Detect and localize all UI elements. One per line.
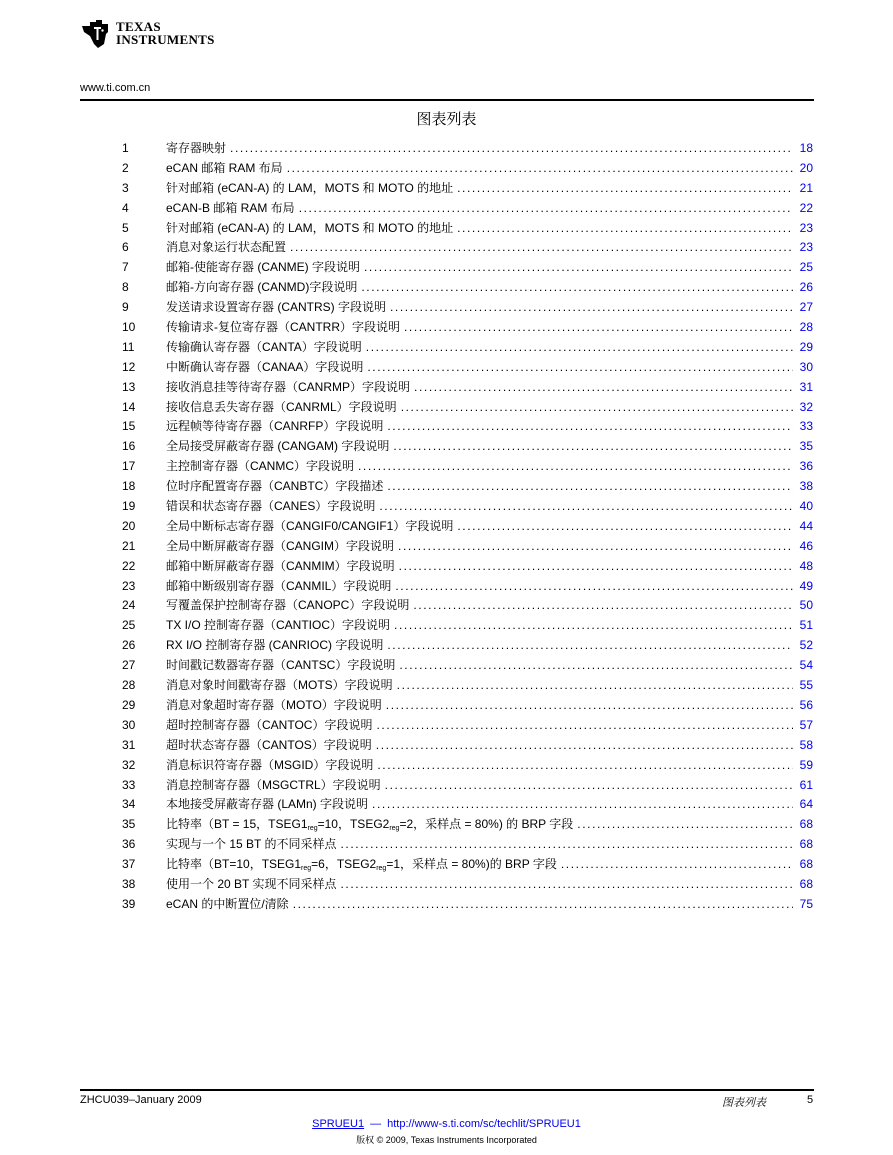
- figure-title[interactable]: RX I/O 控制寄存器 (CANRIOC) 字段说明: [166, 638, 384, 653]
- figure-entry[interactable]: [0, 736, 893, 756]
- figure-line: [166, 199, 813, 219]
- figure-title[interactable]: [166, 855, 557, 875]
- figure-page-link[interactable]: 48: [799, 558, 813, 573]
- dot-leader: [390, 298, 793, 318]
- figure-title[interactable]: 针对邮箱 (eCAN-A) 的 LAM，MOTS 和 MOTO 的地址: [166, 180, 454, 195]
- figure-page-link[interactable]: 40: [799, 499, 813, 514]
- figure-line: [166, 437, 813, 457]
- figure-title[interactable]: eCAN-B 邮箱 RAM 布局: [166, 200, 295, 215]
- list-of-figures: [0, 139, 893, 915]
- figure-page-link[interactable]: 52: [799, 638, 813, 653]
- figure-number: 28: [122, 678, 136, 693]
- figure-title-subscript: reg: [376, 865, 387, 873]
- figure-title[interactable]: 邮箱中断级别寄存器（CANMIL）字段说明: [166, 578, 392, 593]
- figure-line: [166, 676, 813, 696]
- dot-leader: [457, 517, 793, 537]
- figure-entry[interactable]: [0, 417, 893, 437]
- figure-number: 29: [122, 697, 136, 712]
- dot-leader: [457, 179, 793, 199]
- figure-line: [166, 159, 813, 179]
- figure-page-link[interactable]: 51: [799, 618, 813, 633]
- figure-line: [166, 378, 813, 398]
- doc-url-link[interactable]: http://www-s.ti.com/sc/techlit/SPRUEU1: [387, 1118, 581, 1130]
- figure-number: 39: [122, 896, 136, 911]
- figure-line: [166, 577, 813, 597]
- figure-entry[interactable]: [0, 696, 893, 716]
- figure-line: [166, 318, 813, 338]
- figure-line: [166, 417, 813, 437]
- header-divider: [80, 99, 814, 101]
- figure-number: 27: [122, 658, 136, 673]
- figure-page-link[interactable]: 75: [799, 896, 813, 911]
- figure-line: [166, 457, 813, 477]
- figure-title[interactable]: 全局中断屏蔽寄存器（CANGIM）字段说明: [166, 538, 395, 553]
- figure-title[interactable]: 传输确认寄存器（CANTA）字段说明: [166, 339, 362, 354]
- figure-entry[interactable]: [0, 278, 893, 298]
- figure-title[interactable]: [166, 815, 573, 835]
- figure-entry[interactable]: [0, 596, 893, 616]
- figure-entry[interactable]: [0, 358, 893, 378]
- figure-entry[interactable]: [0, 238, 893, 258]
- figure-line: [166, 219, 813, 239]
- dot-leader: [399, 656, 793, 676]
- figure-title[interactable]: 消息控制寄存器（MSGCTRL）字段说明: [166, 777, 381, 792]
- figure-entry[interactable]: [0, 437, 893, 457]
- figure-page-link[interactable]: 22: [799, 200, 813, 215]
- figure-page-link[interactable]: 38: [799, 479, 813, 494]
- figure-title-subscript: reg: [307, 825, 318, 833]
- figure-title-subscript: reg: [301, 865, 312, 873]
- figure-entry[interactable]: [0, 776, 893, 796]
- figure-number: 32: [122, 757, 136, 772]
- figure-title[interactable]: 远程帧等待寄存器（CANRFP）字段说明: [166, 419, 384, 434]
- figure-page-link[interactable]: 50: [799, 598, 813, 613]
- figure-title[interactable]: eCAN 的中断置位/清除: [166, 896, 289, 911]
- figure-entry[interactable]: [0, 497, 893, 517]
- figure-entry[interactable]: [0, 537, 893, 557]
- copyright-notice: 版权 © 2009, Texas Instruments Incorporated: [356, 1135, 537, 1145]
- figure-title[interactable]: 超时控制寄存器（CANTOC）字段说明: [166, 717, 373, 732]
- figure-line: [166, 338, 813, 358]
- figure-entry[interactable]: [0, 756, 893, 776]
- figure-entry[interactable]: [0, 676, 893, 696]
- figure-entry[interactable]: [0, 855, 893, 875]
- figure-page-link[interactable]: 18: [799, 141, 813, 155]
- dot-leader: [393, 437, 793, 457]
- figure-number: 34: [122, 797, 136, 812]
- figure-title[interactable]: 时间戳记数器寄存器（CANTSC）字段说明: [166, 658, 396, 673]
- figure-title[interactable]: 传输请求-复位寄存器（CANTRR）字段说明: [166, 320, 400, 335]
- figure-entry[interactable]: [0, 616, 893, 636]
- figure-title[interactable]: 主控制寄存器（CANMC）字段说明: [166, 459, 354, 474]
- figure-entry[interactable]: [0, 159, 893, 179]
- figure-number: 17: [122, 459, 136, 474]
- dot-leader: [385, 776, 793, 796]
- figure-number: 9: [122, 300, 129, 315]
- figure-number: 22: [122, 558, 136, 573]
- figure-title[interactable]: 位时序配置寄存器（CANBTC）字段描述: [166, 479, 384, 494]
- dot-leader: [379, 497, 793, 517]
- figure-title[interactable]: 寄存器映射: [166, 141, 227, 155]
- dot-leader: [364, 258, 793, 278]
- figure-page-link[interactable]: 57: [799, 717, 813, 732]
- figure-title[interactable]: 邮箱-使能寄存器 (CANME) 字段说明: [166, 260, 360, 275]
- figure-entry[interactable]: [0, 875, 893, 895]
- figure-number: 23: [122, 578, 136, 593]
- figure-entry[interactable]: [0, 457, 893, 477]
- dot-leader: [387, 477, 793, 497]
- figure-title[interactable]: 使用一个 20 BT 实现不同采样点: [166, 876, 337, 891]
- figure-page-link[interactable]: 58: [799, 737, 813, 752]
- dot-leader: [358, 457, 793, 477]
- dot-leader: [398, 537, 793, 557]
- figure-title[interactable]: 接收消息挂等待寄存器（CANRMP）字段说明: [166, 379, 411, 394]
- ti-wordmark: [116, 20, 215, 46]
- dot-leader: [361, 278, 793, 298]
- figure-page-link[interactable]: 64: [799, 797, 813, 812]
- footer-divider: [80, 1089, 814, 1091]
- figure-title[interactable]: 消息对象超时寄存器（MOTO）字段说明: [166, 697, 382, 712]
- figure-title[interactable]: 邮箱中断屏蔽寄存器（CANMIM）字段说明: [166, 558, 395, 573]
- figure-title[interactable]: 写覆盖保护控制寄存器（CANOPC）字段说明: [166, 598, 410, 613]
- figure-title-part: =1，采样点 = 80%)的 BRP 字段: [386, 857, 557, 872]
- figure-number: 2: [122, 160, 129, 175]
- figure-line: [166, 855, 813, 875]
- figure-page-link[interactable]: 68: [799, 837, 813, 852]
- dot-leader: [376, 736, 793, 756]
- doc-link[interactable]: SPRUEU1: [312, 1118, 365, 1130]
- figure-number: 30: [122, 717, 136, 732]
- figure-page-link[interactable]: 35: [799, 439, 813, 454]
- figure-title[interactable]: 错误和状态寄存器（CANES）字段说明: [166, 499, 376, 514]
- figure-line: [166, 756, 813, 776]
- figure-number: 19: [122, 499, 136, 514]
- figure-line: [166, 497, 813, 517]
- figure-line: [166, 696, 813, 716]
- figure-title-part: =2，采样点 = 80%) 的 BRP 字段: [399, 817, 574, 832]
- figure-entry[interactable]: [0, 477, 893, 497]
- figure-title[interactable]: eCAN 邮箱 RAM 布局: [166, 160, 283, 175]
- figure-title-subscript: reg: [389, 825, 400, 833]
- figure-entry[interactable]: [0, 656, 893, 676]
- figure-number: 26: [122, 638, 136, 653]
- figure-line: [166, 537, 813, 557]
- figure-title[interactable]: 针对邮箱 (eCAN-A) 的 LAM，MOTS 和 MOTO 的地址: [166, 220, 454, 235]
- figure-number: 7: [122, 260, 129, 275]
- dot-leader: [394, 616, 793, 636]
- figure-page-link[interactable]: 28: [799, 320, 813, 335]
- figure-page-link[interactable]: 49: [799, 578, 813, 593]
- dot-leader: [376, 716, 793, 736]
- footer-page-number: 5: [807, 1094, 814, 1106]
- figure-page-link[interactable]: 31: [799, 379, 813, 394]
- dot-leader: [401, 398, 793, 418]
- dot-leader: [414, 378, 793, 398]
- figure-title[interactable]: 消息对象时间戳寄存器（MOTS）字段说明: [166, 678, 393, 693]
- dot-leader: [399, 557, 793, 577]
- figure-number: 35: [122, 817, 136, 832]
- figure-entry[interactable]: [0, 835, 893, 855]
- figure-title[interactable]: 邮箱-方向寄存器 (CANMD)字段说明: [166, 280, 358, 295]
- figure-number: 16: [122, 439, 136, 454]
- figure-page-link[interactable]: 61: [799, 777, 813, 792]
- figure-page-link[interactable]: 68: [799, 857, 813, 872]
- dot-leader: [377, 756, 793, 776]
- dot-leader: [293, 895, 793, 915]
- figure-page-link[interactable]: 29: [799, 339, 813, 354]
- figure-number: 6: [122, 240, 129, 255]
- figure-line: [166, 616, 813, 636]
- figure-entry[interactable]: [0, 716, 893, 736]
- list-of-figures-title: 图表列表: [416, 110, 477, 128]
- dot-leader: [372, 795, 793, 815]
- figure-page-link[interactable]: 56: [799, 697, 813, 712]
- figure-number: 4: [122, 200, 129, 215]
- figure-title[interactable]: 消息对象运行状态配置: [166, 240, 287, 255]
- figure-line: [166, 656, 813, 676]
- figure-line: [166, 477, 813, 497]
- figure-title[interactable]: 接收信息丢失寄存器（CANRML）字段说明: [166, 399, 397, 414]
- figure-entry[interactable]: [0, 179, 893, 199]
- figure-page-link[interactable]: 36: [799, 459, 813, 474]
- figure-title-part: =6，TSEG2: [311, 857, 377, 872]
- footer-links: [0, 1118, 893, 1130]
- figure-entry[interactable]: [0, 895, 893, 915]
- dot-leader: [395, 577, 793, 597]
- dot-leader: [387, 636, 793, 656]
- dot-leader: [366, 338, 793, 358]
- figure-number: 20: [122, 518, 136, 533]
- figure-number: 37: [122, 857, 136, 872]
- figure-line: [166, 895, 813, 915]
- dot-leader: [299, 199, 793, 219]
- figure-entry[interactable]: [0, 318, 893, 338]
- figure-title[interactable]: 中断确认寄存器（CANAA）字段说明: [166, 359, 364, 374]
- figure-entry[interactable]: [0, 557, 893, 577]
- figure-entry[interactable]: [0, 219, 893, 239]
- figure-title[interactable]: 消息标识符寄存器（MSGID）字段说明: [166, 757, 374, 772]
- figure-line: [166, 179, 813, 199]
- dot-leader: [561, 855, 793, 875]
- figure-page-link[interactable]: 20: [799, 160, 813, 175]
- figure-entry[interactable]: [0, 795, 893, 815]
- ti-logo: [80, 16, 225, 56]
- figure-number: 33: [122, 777, 136, 792]
- figure-page-link[interactable]: 55: [799, 678, 813, 693]
- figure-line: [166, 776, 813, 796]
- figure-title[interactable]: 发送请求设置寄存器 (CANTRS) 字段说明: [166, 300, 386, 315]
- figure-number: 3: [122, 180, 129, 195]
- figure-entry[interactable]: [0, 258, 893, 278]
- figure-number: 21: [122, 538, 136, 553]
- figure-line: [166, 815, 813, 835]
- footer-separator: —: [370, 1118, 382, 1130]
- figure-number: 8: [122, 280, 129, 295]
- dot-leader: [340, 835, 793, 855]
- figure-entry[interactable]: [0, 517, 893, 537]
- figure-line: [166, 238, 813, 258]
- figure-entry[interactable]: [0, 398, 893, 418]
- document-id: ZHCU039–January 2009: [80, 1094, 202, 1106]
- figure-title[interactable]: 超时状态寄存器（CANTOS）字段说明: [166, 737, 372, 752]
- dot-leader: [386, 696, 793, 716]
- figure-title[interactable]: 实现与一个 15 BT 的不同采样点: [166, 837, 337, 852]
- figure-line: [166, 278, 813, 298]
- figure-number: 18: [122, 479, 136, 494]
- figure-number: 1: [122, 141, 129, 155]
- dot-leader: [404, 318, 793, 338]
- figure-page-link[interactable]: 25: [799, 260, 813, 275]
- figure-line: [166, 139, 813, 159]
- figure-line: [166, 596, 813, 616]
- figure-line: [166, 298, 813, 318]
- figure-number: 11: [122, 339, 135, 354]
- dot-leader: [413, 596, 793, 616]
- figure-page-link[interactable]: 59: [799, 757, 813, 772]
- dot-leader: [290, 238, 793, 258]
- figure-entry[interactable]: [0, 298, 893, 318]
- figure-title[interactable]: 全局中断标志寄存器（CANGIF0/CANGIF1）字段说明: [166, 518, 454, 533]
- figure-page-link[interactable]: 44: [799, 518, 813, 533]
- ti-bug-logo-icon: [80, 18, 112, 50]
- figure-line: [166, 358, 813, 378]
- figure-line: [166, 875, 813, 895]
- footer-section-title: 图表列表: [722, 1096, 766, 1109]
- figure-number: 31: [122, 737, 136, 752]
- figure-entry[interactable]: [0, 815, 893, 835]
- dot-leader: [340, 875, 793, 895]
- dot-leader: [577, 815, 793, 835]
- figure-title[interactable]: 全局接受屏蔽寄存器 (CANGAM) 字段说明: [166, 439, 390, 454]
- figure-number: 5: [122, 220, 129, 235]
- logo-line-1: TEXAS: [116, 19, 161, 34]
- figure-line: [166, 736, 813, 756]
- figure-entry[interactable]: [0, 577, 893, 597]
- figure-line: [166, 517, 813, 537]
- figure-number: 15: [122, 419, 136, 434]
- dot-leader: [457, 219, 793, 239]
- figure-number: 10: [122, 320, 136, 335]
- figure-page-link[interactable]: 32: [799, 399, 813, 414]
- figure-line: [166, 557, 813, 577]
- figure-number: 38: [122, 876, 136, 891]
- figure-page-link[interactable]: 23: [799, 240, 813, 255]
- figure-entry[interactable]: [0, 338, 893, 358]
- figure-number: 12: [122, 359, 136, 374]
- figure-line: [166, 398, 813, 418]
- figure-line: [166, 716, 813, 736]
- figure-title-part: =10，TSEG2: [317, 817, 390, 832]
- figure-line: [166, 835, 813, 855]
- site-url[interactable]: www.ti.com.cn: [80, 82, 151, 94]
- figure-line: [166, 795, 813, 815]
- dot-leader: [397, 676, 793, 696]
- figure-page-link[interactable]: 26: [799, 280, 813, 295]
- figure-page-link[interactable]: 21: [799, 180, 813, 195]
- dot-leader: [230, 139, 793, 159]
- figure-entry[interactable]: [0, 636, 893, 656]
- figure-entry[interactable]: [0, 378, 893, 398]
- figure-entry[interactable]: [0, 199, 893, 219]
- figure-page-link[interactable]: 33: [799, 419, 813, 434]
- figure-title-part: 比特率（BT=10，TSEG1: [166, 857, 302, 872]
- figure-page-link[interactable]: 30: [799, 359, 813, 374]
- figure-page-link[interactable]: 68: [799, 817, 813, 832]
- dot-leader: [287, 159, 793, 179]
- figure-page-link[interactable]: 23: [799, 220, 813, 235]
- figure-page-link[interactable]: 68: [799, 876, 813, 891]
- figure-number: 24: [122, 598, 136, 613]
- figure-title[interactable]: 本地接受屏蔽寄存器 (LAMn) 字段说明: [166, 797, 369, 812]
- figure-line: [166, 258, 813, 278]
- figure-page-link[interactable]: 27: [799, 300, 813, 315]
- figure-title[interactable]: TX I/O 控制寄存器（CANTIOC）字段说明: [166, 618, 391, 633]
- figure-number: 36: [122, 837, 136, 852]
- logo-line-2: INSTRUMENTS: [116, 32, 215, 47]
- figure-number: 13: [122, 379, 136, 394]
- dot-leader: [387, 417, 793, 437]
- figure-page-link[interactable]: 46: [799, 538, 813, 553]
- figure-line: [166, 636, 813, 656]
- dot-leader: [367, 358, 793, 378]
- figure-number: 25: [122, 618, 136, 633]
- figure-page-link[interactable]: 54: [799, 658, 813, 673]
- figure-title-part: 比特率（BT = 15，TSEG1: [166, 817, 308, 832]
- figure-number: 14: [122, 399, 136, 414]
- figure-entry[interactable]: [0, 139, 893, 159]
